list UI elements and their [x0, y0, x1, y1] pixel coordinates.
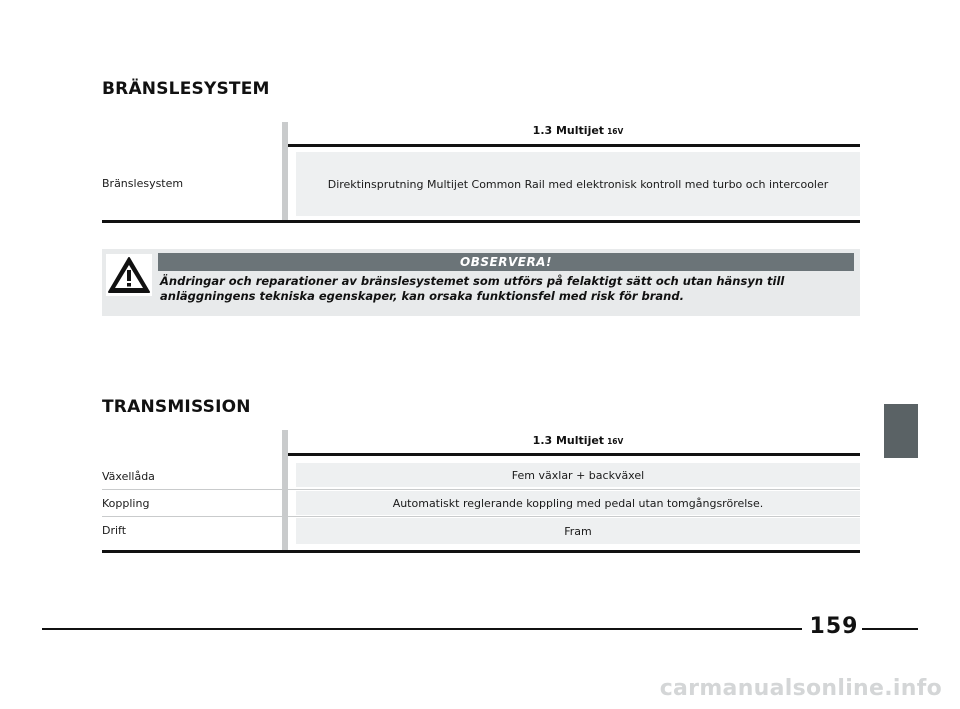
- fuel-column-header: [296, 124, 860, 137]
- chapter-side-tab: [884, 404, 918, 458]
- transmission-table-header-rule: [288, 453, 860, 456]
- transmission-row-divider: [102, 489, 860, 490]
- fuel-row-label: Bränslesystem: [102, 177, 184, 190]
- warning-heading: OBSERVERA!: [158, 253, 854, 271]
- fuel-column-header-engine: 1.3 Multijet: [532, 124, 605, 137]
- section-title-transmission: TRANSMISSION: [102, 397, 251, 417]
- transmission-row-label-clutch: Koppling: [102, 497, 150, 510]
- transmission-row-value-gearbox: Fem växlar + backväxel: [296, 463, 860, 487]
- watermark: carmanualsonline.info: [659, 676, 942, 701]
- fuel-table-vertical-divider: [282, 122, 288, 222]
- transmission-table-bottom-rule: [102, 550, 860, 553]
- footer-rule-left: [42, 628, 802, 630]
- transmission-row-label-gearbox: Växellåda: [102, 470, 155, 483]
- transmission-row-label-drive: Drift: [102, 524, 127, 537]
- footer-rule-right: [862, 628, 918, 630]
- transmission-column-header-engine: 1.3 Multijet: [532, 434, 605, 447]
- section-title-fuel-system: BRÄNSLESYSTEM: [102, 79, 270, 99]
- warning-text: Ändringar och reparationer av bränslesystemet som utförs på felaktigt sätt och utan hänsyn till anläggningens tekniska egenskaper, kan orsaka funktionsfel med risk för brand.: [160, 274, 785, 303]
- fuel-table-bottom-rule: [102, 220, 860, 223]
- transmission-table-vertical-divider: [282, 430, 288, 552]
- transmission-column-header-sub: 16V: [607, 437, 624, 446]
- fuel-table-header-rule: [288, 144, 860, 147]
- transmission-row-value-drive: Fram: [296, 518, 860, 544]
- transmission-row-value-clutch: Automatiskt reglerande koppling med pedal utan tomgångsrörelse.: [296, 491, 860, 515]
- transmission-column-header: [296, 434, 860, 447]
- page-number: 159: [806, 614, 862, 639]
- transmission-row-divider: [102, 516, 860, 517]
- fuel-column-header-sub: 16V: [607, 127, 624, 136]
- warning-triangle-icon: [104, 251, 154, 299]
- fuel-row-value: Direktinsprutning Multijet Common Rail med elektronisk kontroll med turbo och intercooler: [296, 152, 860, 216]
